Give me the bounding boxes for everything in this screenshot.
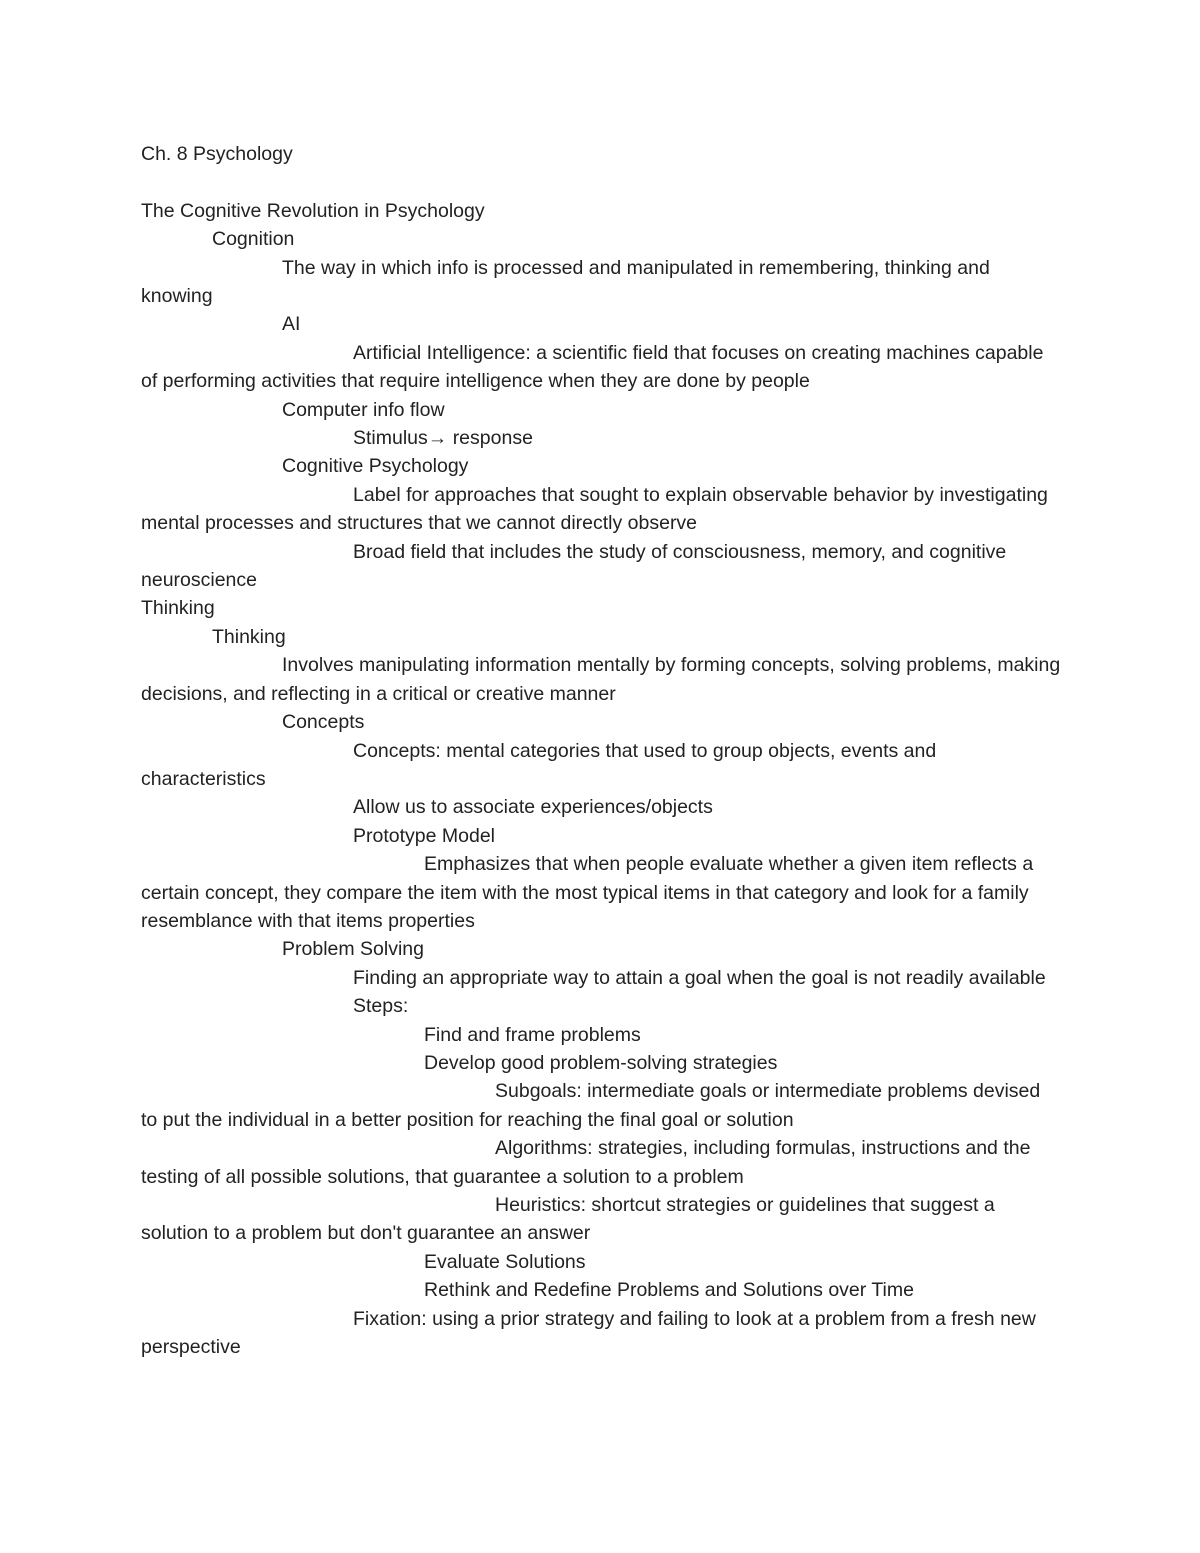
outline-item: Stimulus→ response — [353, 427, 533, 450]
outline-item: Problem Solving — [282, 938, 424, 961]
section-heading: The Cognitive Revolution in Psychology — [141, 199, 485, 222]
outline-item: Cognition — [212, 228, 295, 251]
outline-item: Heuristics: shortcut strategies or guidelines that suggest a solution to a problem but don't guarantee an answer — [141, 1194, 995, 1245]
document-body — [141, 140, 1061, 1361]
outline-item: Artificial Intelligence: a scientific field that focuses on creating machines capable of performing activities that require intelligence when they are done by people — [141, 341, 1044, 393]
outline-item: AI — [282, 313, 301, 336]
outline-item: Label for approaches that sought to explain observable behavior by investigating mental processes and structures that we cannot directly observe — [141, 483, 1048, 535]
outline-item: Concepts — [282, 711, 365, 734]
outline-item: Steps: — [353, 995, 409, 1018]
outline-item: Rethink and Redefine Problems and Solutions over Time — [424, 1279, 914, 1302]
outline-item: Allow us to associate experiences/objects — [353, 796, 713, 819]
outline-item: Finding an appropriate way to attain a goal when the goal is not readily available — [353, 966, 1046, 989]
blank-line — [141, 168, 1061, 196]
outline-item: Find and frame problems — [424, 1023, 641, 1046]
outline-item: Evaluate Solutions — [424, 1250, 586, 1273]
section-heading: Thinking — [141, 597, 215, 620]
outline-item: Involves manipulating information mentally by forming concepts, solving problems, making decisions, and reflecting in a critical or creative manner — [141, 654, 1061, 705]
document-title: Ch. 8 Psychology — [141, 143, 293, 165]
outline-item: Algorithms: strategies, including formulas, instructions and the testing of all possible solutions, that guarantee a solution to a problem — [141, 1137, 1031, 1188]
outline-item: Develop good problem-solving strategies — [424, 1051, 778, 1074]
outline-item: Thinking — [212, 625, 286, 648]
outline-item: Broad field that includes the study of consciousness, memory, and cognitive neuroscience — [141, 540, 1007, 592]
outline-item: Emphasizes that when people evaluate whether a given item reflects a certain concept, they compare the item with the most typical items in that category and look for a family resemblance with that items properties — [141, 853, 1034, 932]
outline-item: Subgoals: intermediate goals or intermediate problems devised to put the individual in a better position for reaching the final goal or solution — [141, 1080, 1041, 1131]
outline-item: Fixation: using a prior strategy and failing to look at a problem from a fresh new perspective — [141, 1307, 1036, 1359]
outline-item: Computer info flow — [282, 398, 445, 421]
outline-item: The way in which info is processed and manipulated in remembering, thinking and knowing — [141, 256, 990, 308]
outline-item: Concepts: mental categories that used to group objects, events and characteristics — [141, 739, 937, 790]
outline-item: Cognitive Psychology — [282, 455, 469, 478]
outline-item: Prototype Model — [353, 824, 495, 847]
